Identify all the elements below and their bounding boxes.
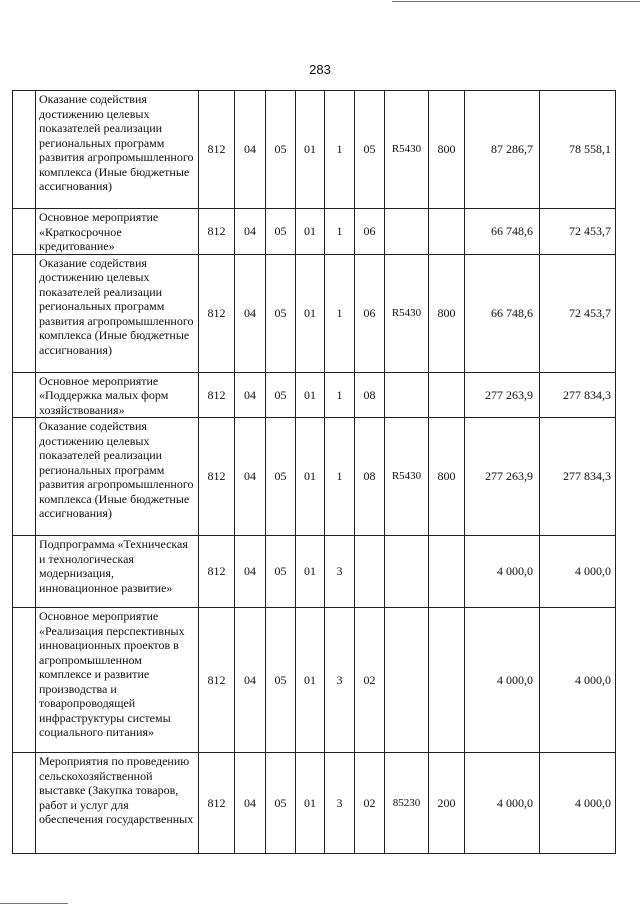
ministry-cell: 812 [199, 753, 235, 854]
page-number: 283 [309, 62, 331, 77]
ministry-cell: 812 [199, 372, 235, 418]
table-row [13, 209, 616, 255]
table-row [13, 753, 616, 854]
table-row [13, 608, 616, 753]
index-cell [13, 753, 36, 854]
subprogram-cell: 1 [325, 372, 355, 418]
program-cell: 01 [296, 753, 325, 854]
section-cell: 04 [235, 753, 266, 854]
sum-1-cell: 277 263,9 [465, 418, 540, 536]
section-cell: 04 [235, 91, 266, 209]
bottom-rule [0, 903, 68, 904]
ministry-cell: 812 [199, 418, 235, 536]
index-cell [13, 209, 36, 255]
name-cell: Основное мероприятие «Краткосрочное кредитование» [36, 209, 199, 255]
subprogram-cell: 3 [325, 536, 355, 608]
index-cell [13, 254, 36, 372]
name-cell: Основное мероприятие «Поддержка малых форм хозяйствования» [36, 372, 199, 418]
direction-cell: R5430 [385, 254, 429, 372]
sum-1-cell: 277 263,9 [465, 372, 540, 418]
ministry-cell: 812 [199, 209, 235, 255]
subsection-cell: 05 [266, 209, 296, 255]
expense-type-cell: 800 [429, 91, 465, 209]
table-row [13, 418, 616, 536]
section-cell: 04 [235, 209, 266, 255]
section-cell: 04 [235, 254, 266, 372]
program-cell: 01 [296, 209, 325, 255]
expense-type-cell [429, 608, 465, 753]
sum-1-cell: 4 000,0 [465, 608, 540, 753]
expense-type-cell [429, 209, 465, 255]
index-cell [13, 608, 36, 753]
index-cell [13, 418, 36, 536]
sum-2-cell: 72 453,7 [540, 254, 616, 372]
subsection-cell: 05 [266, 372, 296, 418]
subprogram-cell: 1 [325, 91, 355, 209]
event-cell: 02 [355, 753, 385, 854]
direction-cell [385, 372, 429, 418]
program-cell: 01 [296, 418, 325, 536]
direction-cell [385, 536, 429, 608]
subsection-cell: 05 [266, 753, 296, 854]
event-cell: 05 [355, 91, 385, 209]
name-cell: Оказание содействия достижению целевых показателей реализации региональных программ развития агропромышленного комплекса (Иные бюджетные ассигнования) [36, 418, 199, 536]
sum-2-cell: 4 000,0 [540, 608, 616, 753]
subprogram-cell: 3 [325, 753, 355, 854]
subsection-cell: 05 [266, 254, 296, 372]
index-cell [13, 536, 36, 608]
table-row [13, 372, 616, 418]
sum-2-cell: 78 558,1 [540, 91, 616, 209]
section-cell: 04 [235, 418, 266, 536]
table-row [13, 254, 616, 372]
program-cell: 01 [296, 91, 325, 209]
subsection-cell: 05 [266, 608, 296, 753]
ministry-cell: 812 [199, 536, 235, 608]
program-cell: 01 [296, 254, 325, 372]
subprogram-cell: 1 [325, 418, 355, 536]
subprogram-cell: 1 [325, 254, 355, 372]
sum-1-cell: 66 748,6 [465, 209, 540, 255]
section-cell: 04 [235, 536, 266, 608]
table-row [13, 91, 616, 209]
expense-type-cell: 800 [429, 418, 465, 536]
ministry-cell: 812 [199, 254, 235, 372]
sum-2-cell: 4 000,0 [540, 753, 616, 854]
direction-cell: R5430 [385, 91, 429, 209]
sum-1-cell: 87 286,7 [465, 91, 540, 209]
index-cell [13, 372, 36, 418]
direction-cell [385, 608, 429, 753]
index-cell [13, 91, 36, 209]
sum-1-cell: 66 748,6 [465, 254, 540, 372]
sum-2-cell: 4 000,0 [540, 536, 616, 608]
event-cell: 08 [355, 372, 385, 418]
subsection-cell: 05 [266, 418, 296, 536]
sum-2-cell: 277 834,3 [540, 372, 616, 418]
expense-type-cell: 200 [429, 753, 465, 854]
program-cell: 01 [296, 372, 325, 418]
program-cell: 01 [296, 536, 325, 608]
direction-cell [385, 209, 429, 255]
subprogram-cell: 1 [325, 209, 355, 255]
section-cell: 04 [235, 372, 266, 418]
name-cell: Мероприятия по проведению сельскохозяйственной выставке (Закупка товаров, работ и услуг для обеспечения государственных [36, 753, 199, 854]
sum-1-cell: 4 000,0 [465, 753, 540, 854]
ministry-cell: 812 [199, 608, 235, 753]
event-cell: 06 [355, 254, 385, 372]
table-body [13, 91, 616, 854]
ministry-cell: 812 [199, 91, 235, 209]
sum-2-cell: 277 834,3 [540, 418, 616, 536]
expense-type-cell [429, 536, 465, 608]
direction-cell: R5430 [385, 418, 429, 536]
event-cell: 06 [355, 209, 385, 255]
sum-1-cell: 4 000,0 [465, 536, 540, 608]
name-cell: Оказание содействия достижению целевых показателей реализации региональных программ развития агропромышленного комплекса (Иные бюджетные ассигнования) [36, 254, 199, 372]
table-row [13, 536, 616, 608]
expense-type-cell [429, 372, 465, 418]
direction-cell: 85230 [385, 753, 429, 854]
budget-table [12, 90, 616, 854]
top-rule [392, 1, 640, 2]
subsection-cell: 05 [266, 91, 296, 209]
event-cell: 02 [355, 608, 385, 753]
subsection-cell: 05 [266, 536, 296, 608]
event-cell [355, 536, 385, 608]
name-cell: Подпрограмма «Техническая и технологическая модернизация, инновационное развитие» [36, 536, 199, 608]
name-cell: Оказание содействия достижению целевых показателей реализации региональных программ развития агропромышленного комплекса (Иные бюджетные ассигнования) [36, 91, 199, 209]
sum-2-cell: 72 453,7 [540, 209, 616, 255]
name-cell: Основное мероприятие «Реализация перспективных инновационных проектов в агропромышленном комплексе и развитие производства и товаропроводящей инфраструктуры системы социального питания» [36, 608, 199, 753]
subprogram-cell: 3 [325, 608, 355, 753]
section-cell: 04 [235, 608, 266, 753]
expense-type-cell: 800 [429, 254, 465, 372]
program-cell: 01 [296, 608, 325, 753]
event-cell: 08 [355, 418, 385, 536]
